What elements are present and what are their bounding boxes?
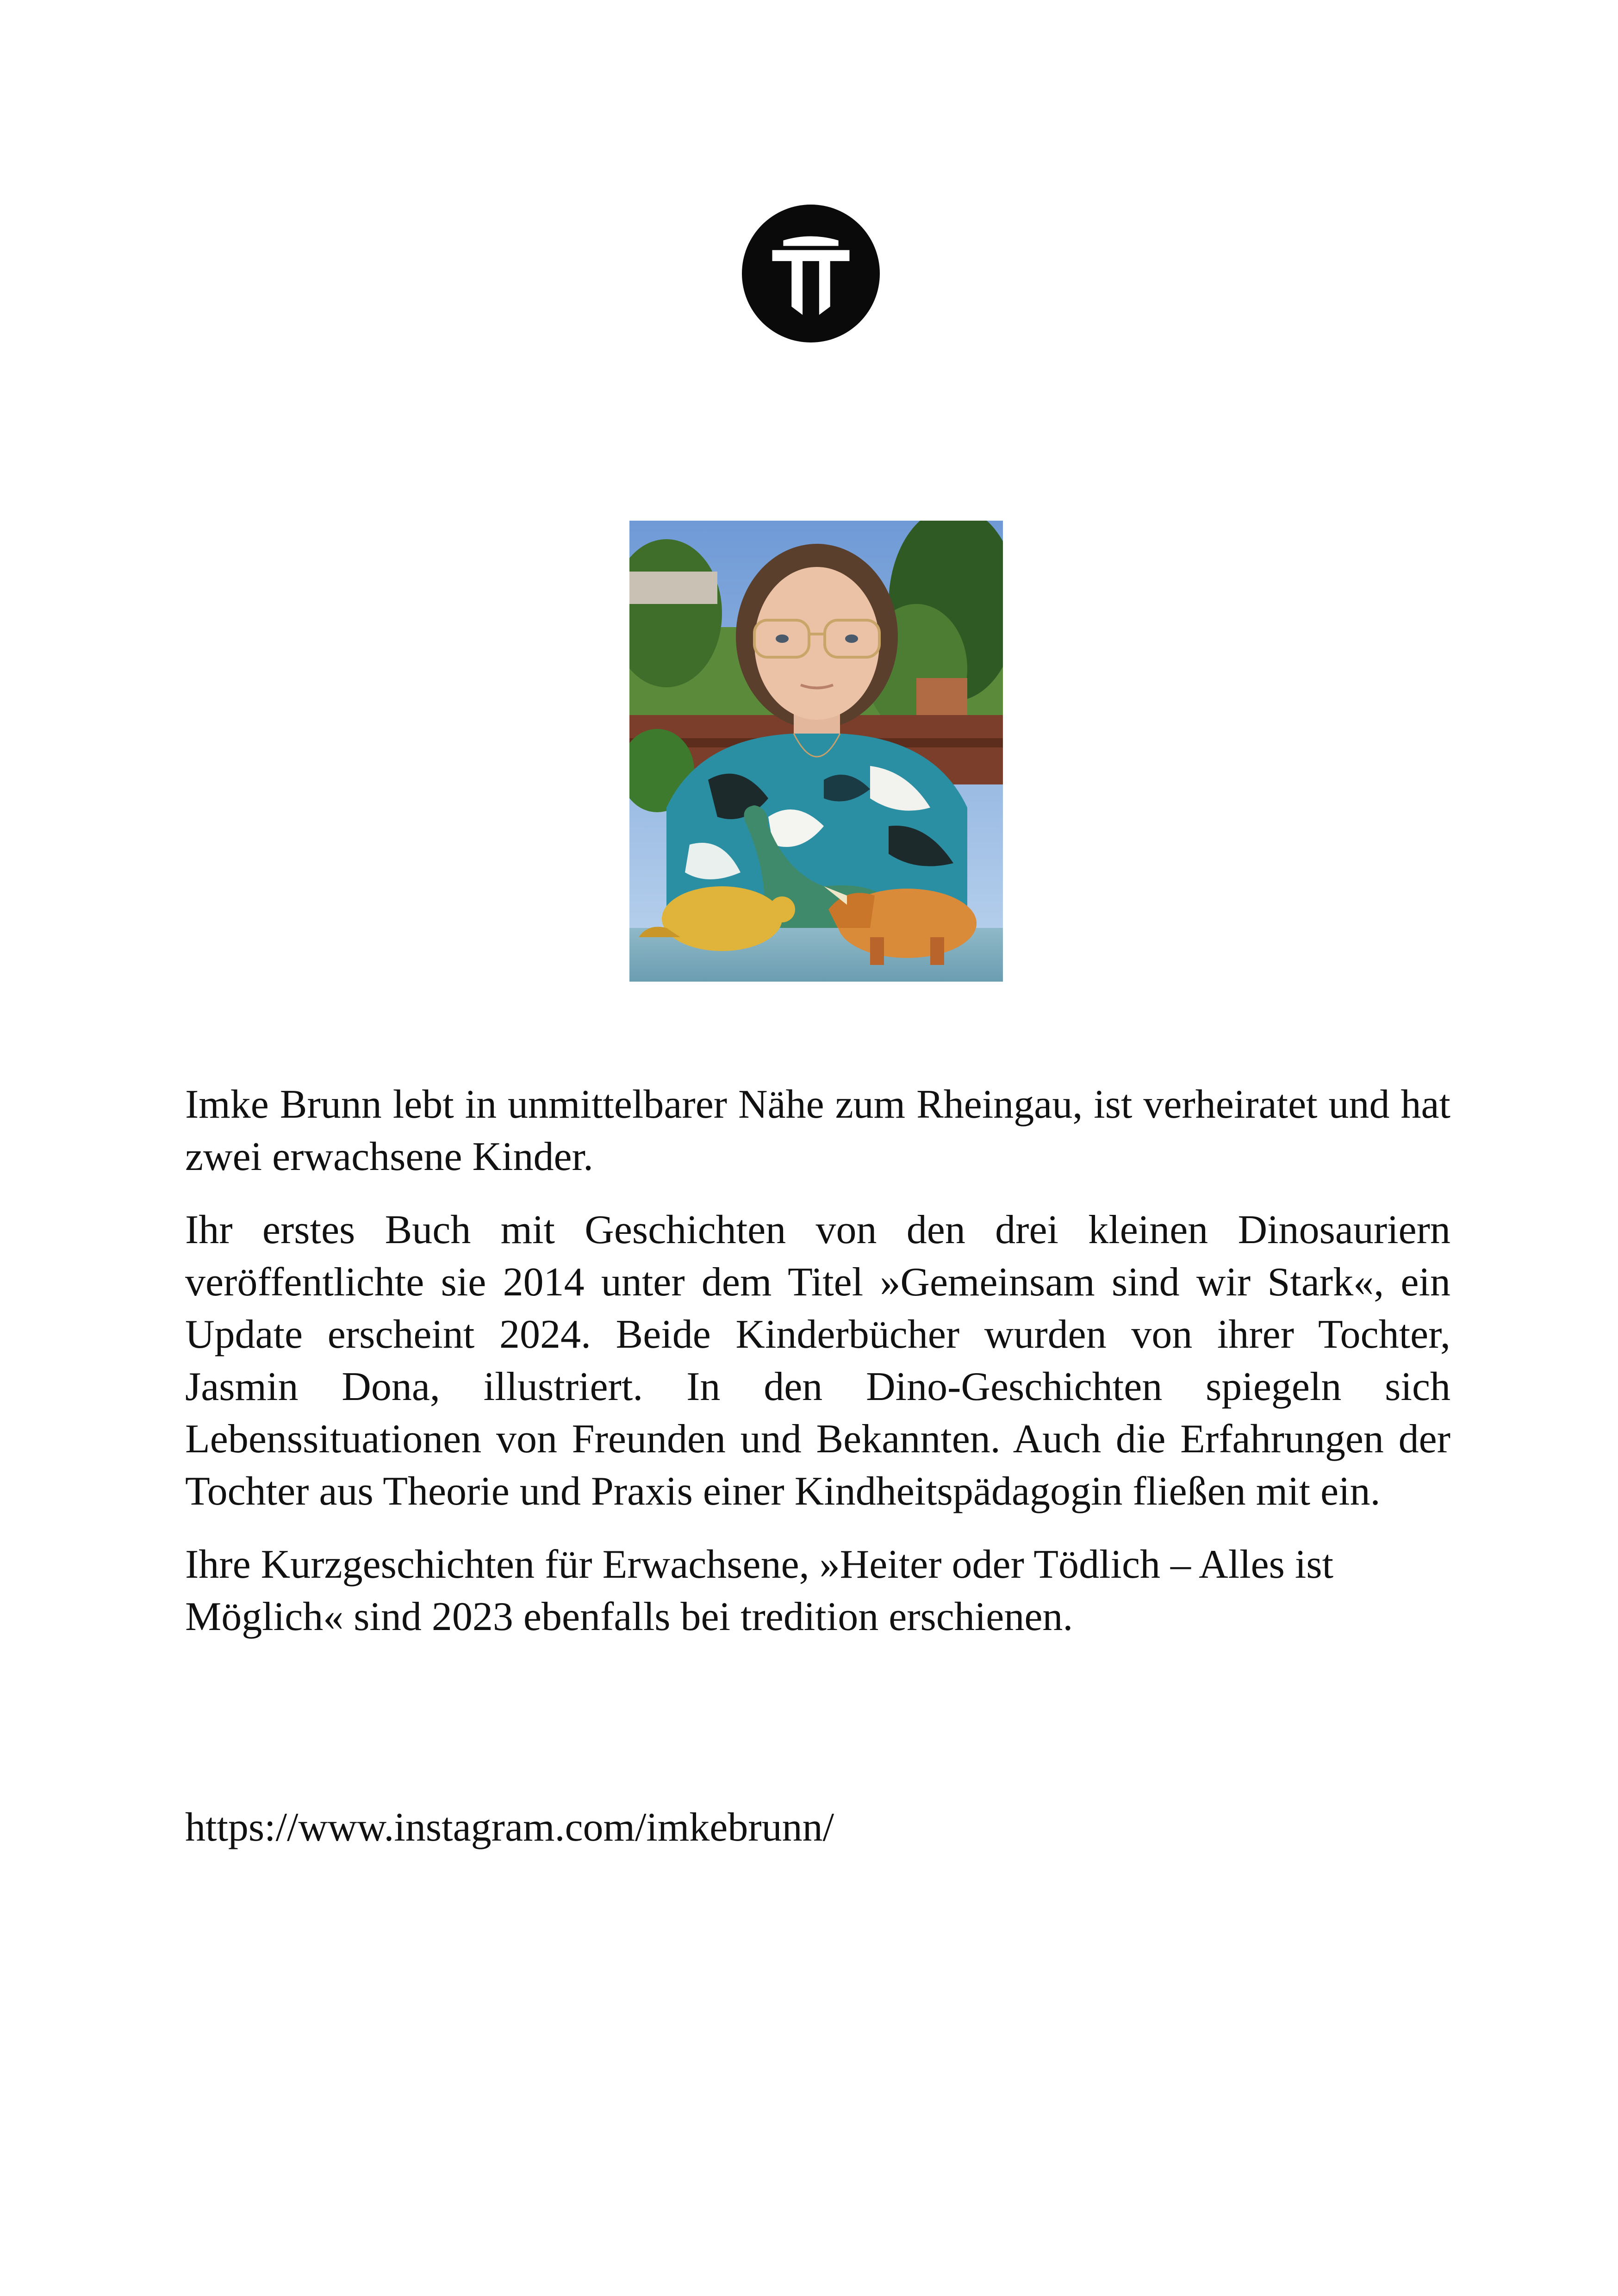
instagram-link[interactable]: https://www.instagram.com/imkebrunn/: [185, 1805, 834, 1850]
bio-paragraph: Ihr erstes Buch mit Geschichten von den drei kleinen Dinosauriern veröffentlichte sie 2014 unter dem Titel »Gemeinsam sind wir Stark«, ein Update erscheint 2024. Beide Kinderbücher wurden von ihrer Tochter, Jasmin Dona, illustriert. In den Dino-Geschichten spiegeln sich Lebenssituationen von Freunden und Bekannten. Auch die Erfahrungen der Tochter aus Theorie und Praxis einer Kindheitspädagogin fließen mit ein.: [185, 1207, 1450, 1514]
tredition-logo-icon: [742, 205, 880, 342]
author-portrait-photo: [629, 521, 1003, 982]
bio-paragraph: Ihre Kurzgeschichten für Erwachsene, »Heiter oder Tödlich – Alles ist Möglich« sind 2023 ebenfalls bei tredition erschienen.: [185, 1542, 1334, 1639]
author-biography: [185, 1078, 1450, 1664]
bio-paragraph: Imke Brunn lebt in unmittelbarer Nähe zum Rheingau, ist verheiratet und hat zwei erwachsene Kinder.: [185, 1082, 1450, 1179]
